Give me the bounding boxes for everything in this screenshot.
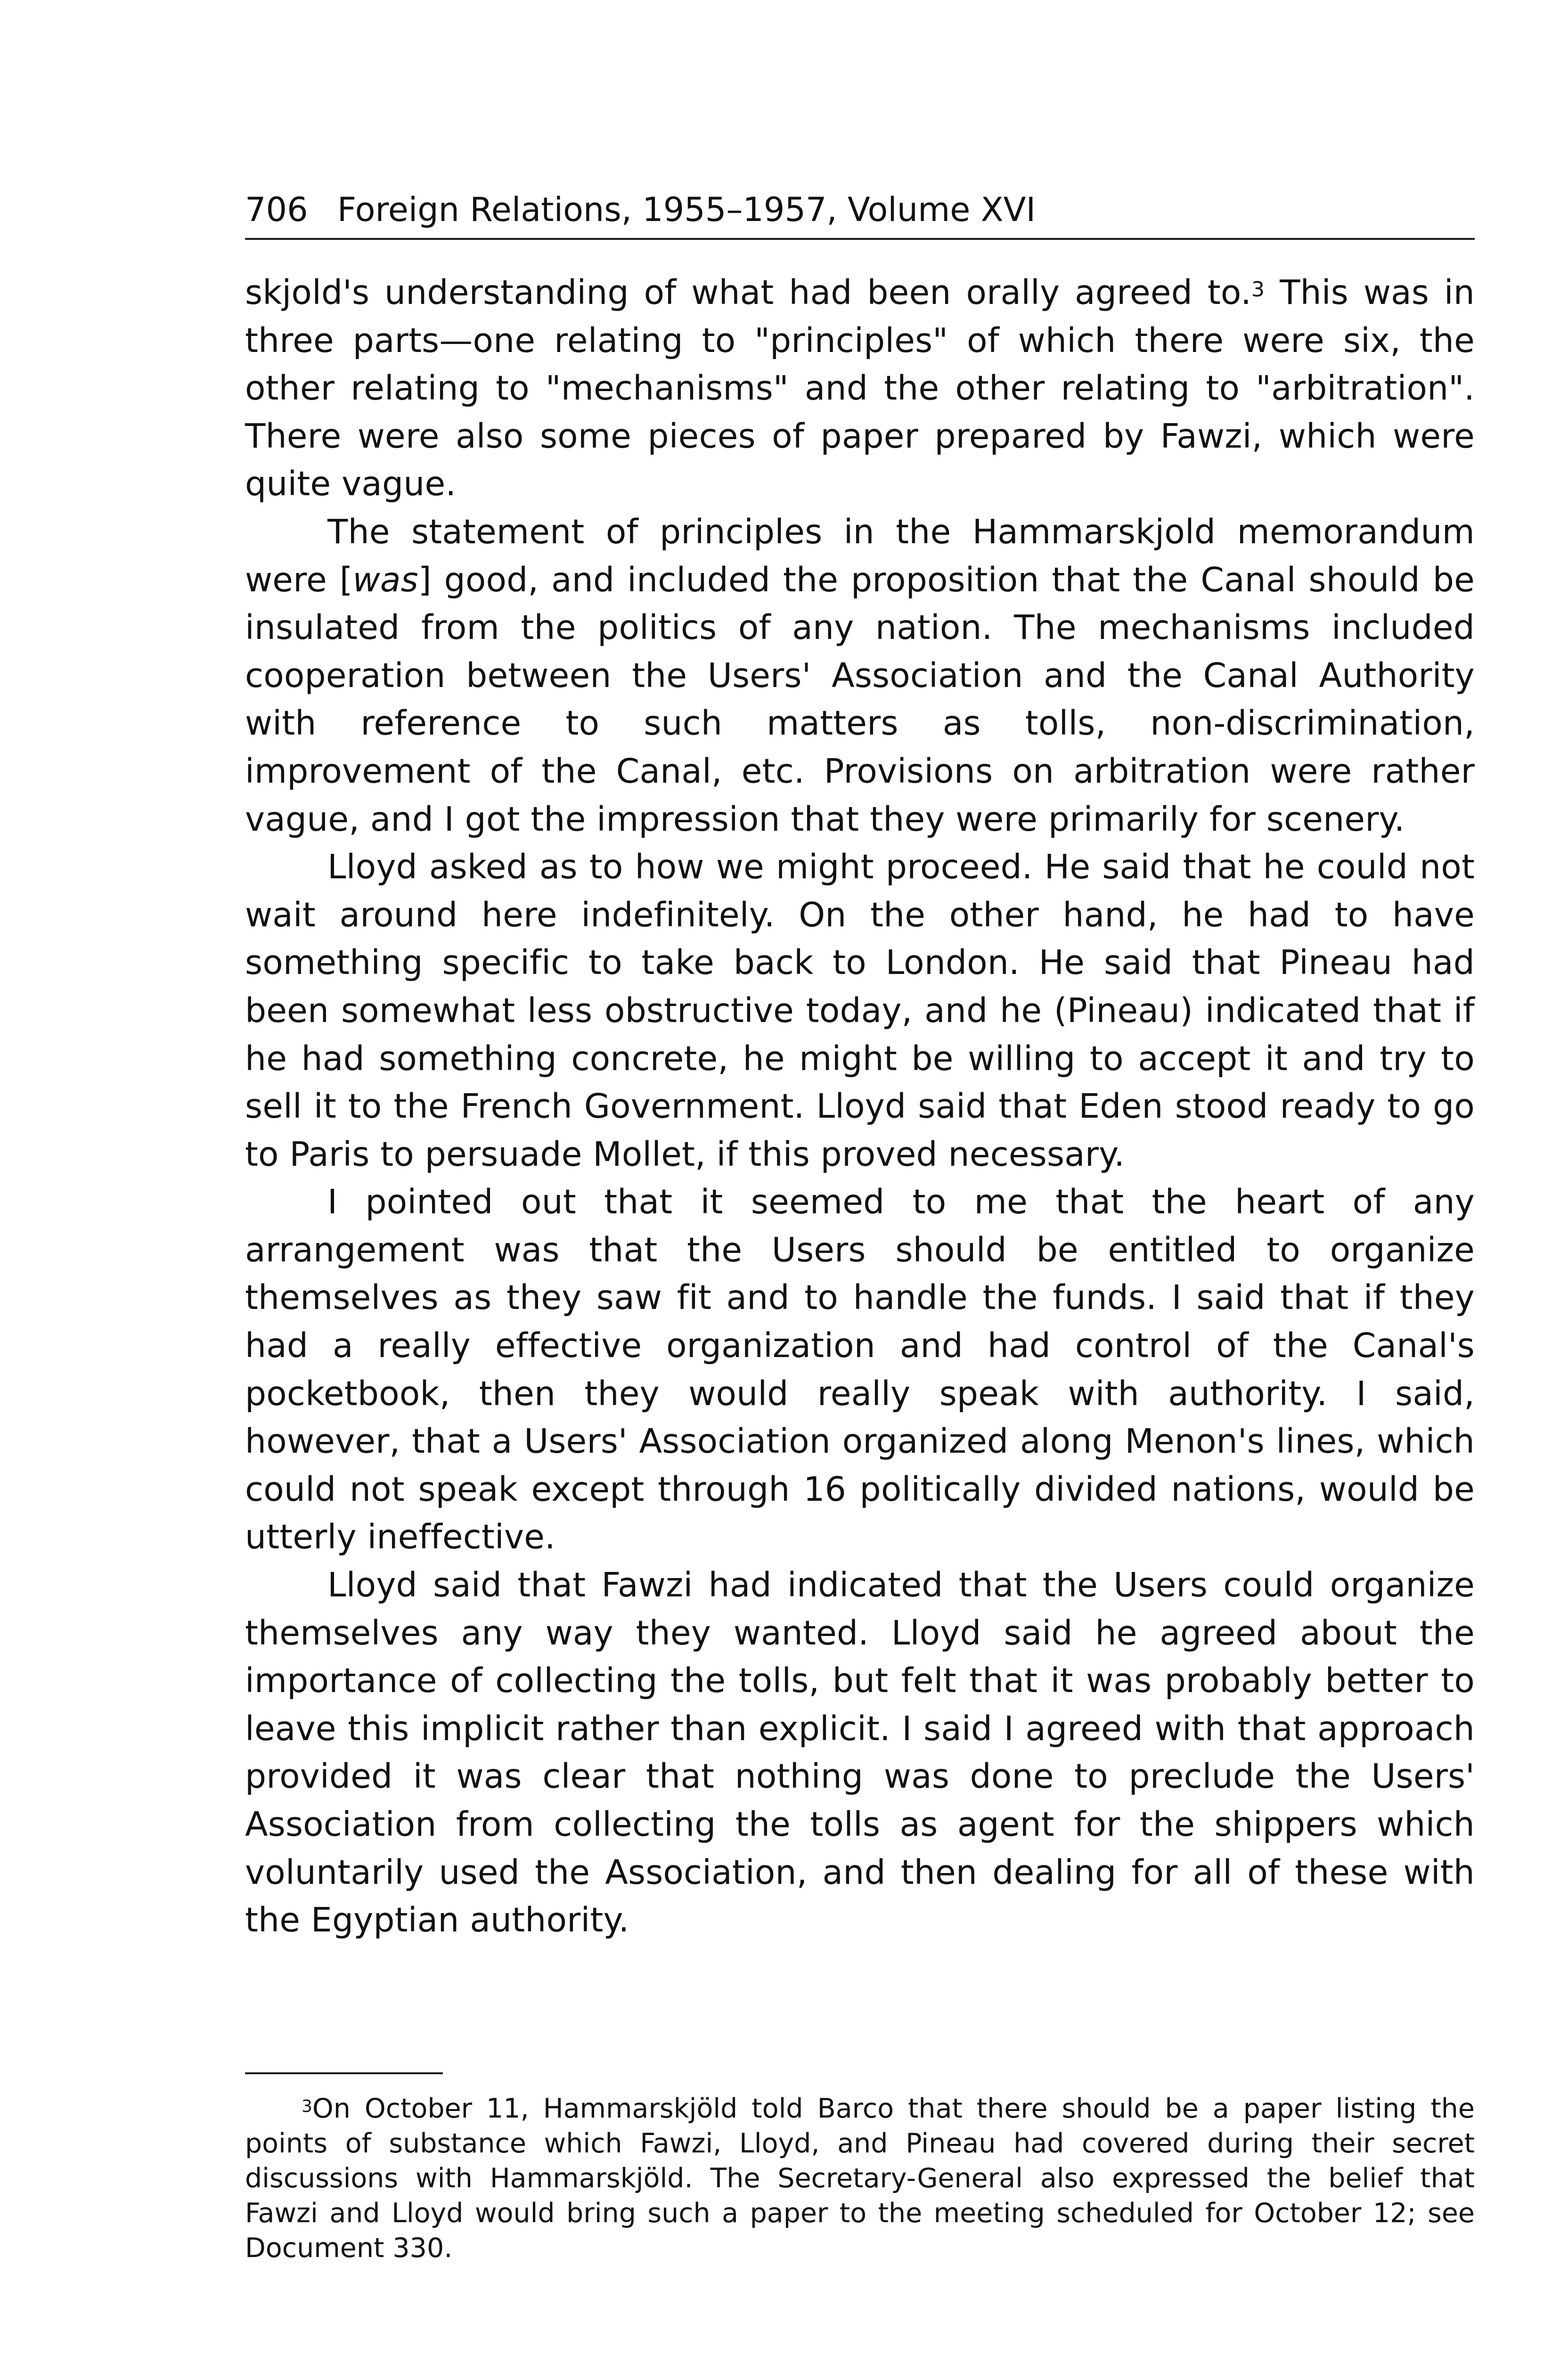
paragraph-1 bbox=[245, 269, 1475, 508]
running-head bbox=[245, 186, 1475, 240]
paragraph-5: Lloyd said that Fawzi had indicated that the Users could organize themselves any way they wanted. Lloyd said he agreed about the importance of collecting the tolls, but felt that it was probably better to leave this implicit rather than explicit. I said I agreed with that approach provided it was clear that nothing was done to preclude the Users' Association from collecting the tolls as agent for the shippers which voluntarily used the Association, and then dealing for all of these with the Egyptian authority. bbox=[245, 1565, 1475, 1940]
paragraph-2-start: The statement of principles in the Hammarskjold memorandum were [ bbox=[245, 512, 1475, 599]
paragraph-1-end: This was in three parts—one relating to "principles" of which there were six, the other relating to "mechanisms" and the other relating to "arbitration". There were also some pieces of paper prepared by Fawzi, which were quite vague. bbox=[245, 273, 1475, 504]
paragraph-2-end: ] good, and included the proposition that the Canal should be insulated from the politics of any nation. The mechanisms included cooperation between the Users' Association and the Canal Authority with reference to such matters as tolls, non-discrimination, improvement of the Canal, etc. Provisions on arbitration were rather vague, and I got the impression that they were primarily for scenery. bbox=[245, 560, 1475, 839]
editorial-insertion: was bbox=[352, 560, 418, 599]
body-text bbox=[245, 269, 1475, 1944]
footnote-reference: 3 bbox=[1251, 278, 1265, 302]
footnote-divider bbox=[245, 2072, 443, 2074]
page-number: 706 bbox=[245, 190, 308, 229]
book-title: Foreign Relations, 1955–1957, Volume XVI bbox=[337, 190, 1036, 229]
footnote-marker: 3 bbox=[302, 2097, 312, 2116]
footnote bbox=[245, 2091, 1475, 2266]
paragraph-3: Lloyd asked as to how we might proceed. He said that he could not wait around here indefinitely. On the other hand, he had to have something specific to take back to London. He said that Pineau had been somewhat less obstructive today, and he (Pineau) indicated that if he had something concrete, he might be willing to accept it and try to sell it to the French Government. Lloyd said that Eden stood ready to go to Paris to persuade Mollet, if this proved necessary. bbox=[245, 847, 1475, 1174]
paragraph-4: I pointed out that it seemed to me that the heart of any arrangement was that the Users should be entitled to organize themselves as they saw fit and to handle the funds. I said that if they had a really effective organization and had control of the Canal's pocketbook, then they would really speak with authority. I said, however, that a Users' Association organized along Menon's lines, which could not speak except through 16 politically divided nations, would be utterly ineffective. bbox=[245, 1182, 1475, 1557]
paragraph-2 bbox=[245, 508, 1475, 843]
paragraph-1-start: skjold's understanding of what had been orally agreed to. bbox=[245, 273, 1252, 312]
footnote-text: On October 11, Hammarskjöld told Barco that there should be a paper listing the points of substance which Fawzi, Lloyd, and Pineau had covered during their secret discussions with Hammarskjöld. The Secretary-General also expressed the belief that Fawzi and Lloyd would bring such a paper to the meeting scheduled for October 12; see Document 330. bbox=[245, 2093, 1475, 2264]
